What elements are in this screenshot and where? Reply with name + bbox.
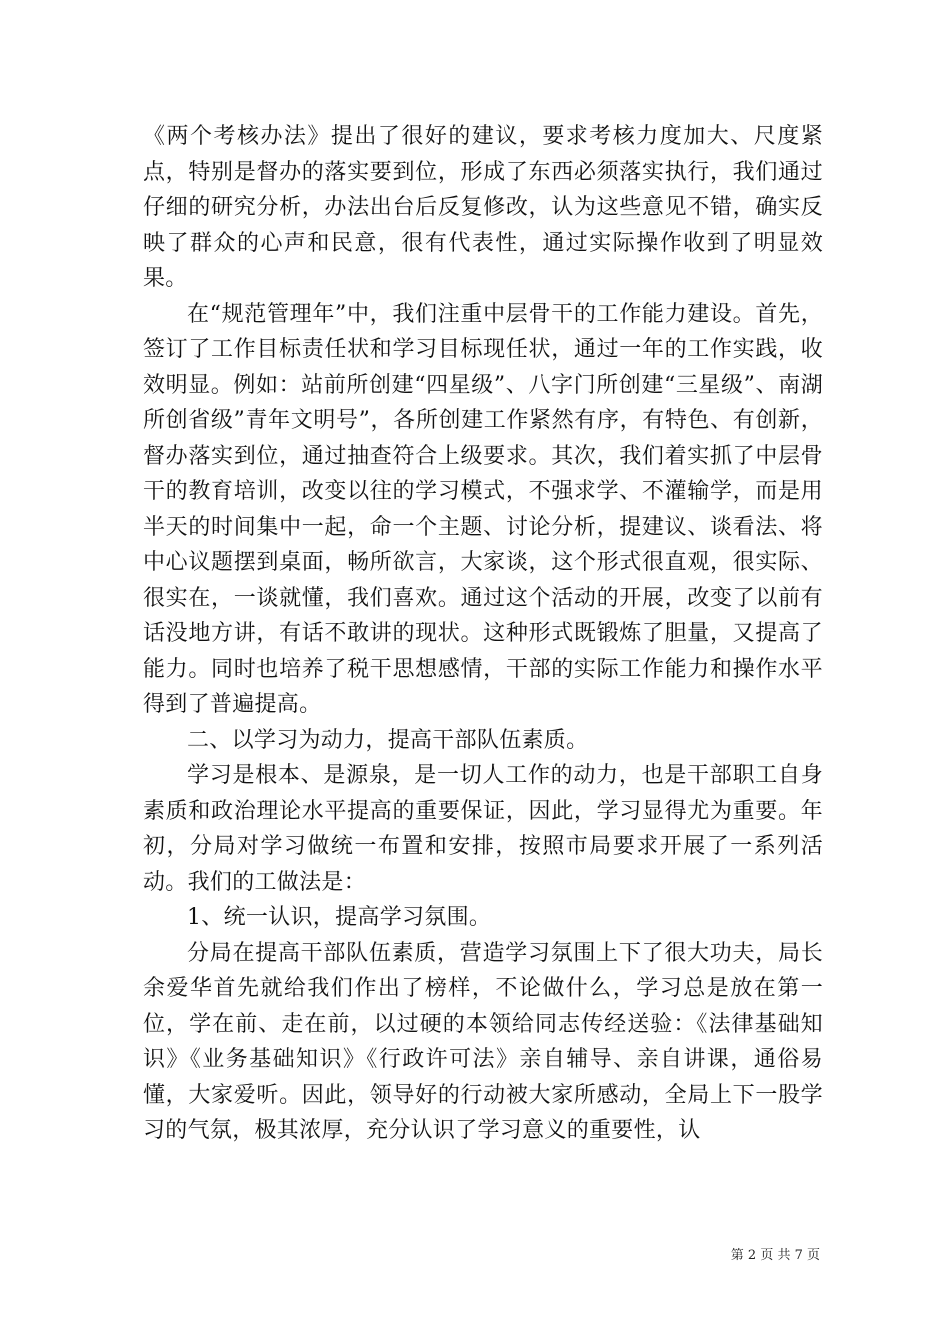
page-number-footer: 第 2 页 共 7 页 — [730, 1248, 820, 1263]
subsection-heading: 1、统一认识，提高学习氛围。 — [187, 905, 492, 930]
paragraph-1: 《两个考核办法》提出了很好的建议，要求考核力度加大、尺度紧点，特别是督办的落实要到位，形成了东西必须落实执行，我们通过仔细的研究分析，办法出台后反复修改，认为这些意见不错，确实反映了群众的心声和民意，很有代表性，通过实际操作收到了明显效果。 — [143, 124, 823, 291]
document-body — [143, 119, 823, 1149]
section-heading: 二、以学习为动力，提高干部队伍素质。 — [187, 727, 589, 753]
paragraph-4: 分局在提高干部队伍素质，营造学习氛围上下了很大功夫，局长余爱华首先就给我们作出了榜样，不论做什么，学习总是放在第一位，学在前、走在前，以过硬的本领给同志传经送验：《法律基础知识》《业务基础知识》《行政许可法》亲自辅导、亲自讲课，通俗易懂，大家爱听。因此，领导好的行动被大家所感动，全局上下一股学习的气氛，极其浓厚，充分认识了学习意义的重要性，认 — [143, 940, 823, 1143]
paragraph-3: 学习是根本、是源泉，是一切人工作的动力，也是干部职工自身素质和政治理论水平提高的重要保证，因此，学习显得尤为重要。年初，分局对学习做统一布置和安排，按照市局要求开展了一系列活动。我们的工做法是： — [143, 763, 823, 895]
paragraph-2: 在“规范管理年”中，我们注重中层骨干的工作能力建设。首先，签订了工作目标责任状和学习目标现任状，通过一年的工作实践，收效明显。例如：站前所创建“四星级”、八字门所创建“三星级”、南湖所创省级”青年文明号”，各所创建工作紧然有序，有特色、有创新，督办落实到位，通过抽查符合上级要求。其次，我们着实抓了中层骨干的教育培训，改变以往的学习模式，不强求学、不灌输学，而是用半天的时间集中一起，命一个主题、讨论分析，提建议、谈看法、将中心议题摆到桌面，畅所欲言，大家谈，这个形式很直观，很实际、很实在，一谈就懂，我们喜欢。通过这个活动的开展，改变了以前有话没地方讲，有话不敢讲的现状。这种形式既锻炼了胆量，又提高了能力。同时也培养了税干思想感情，干部的实际工作能力和操作水平得到了普遍提高。 — [143, 301, 823, 717]
